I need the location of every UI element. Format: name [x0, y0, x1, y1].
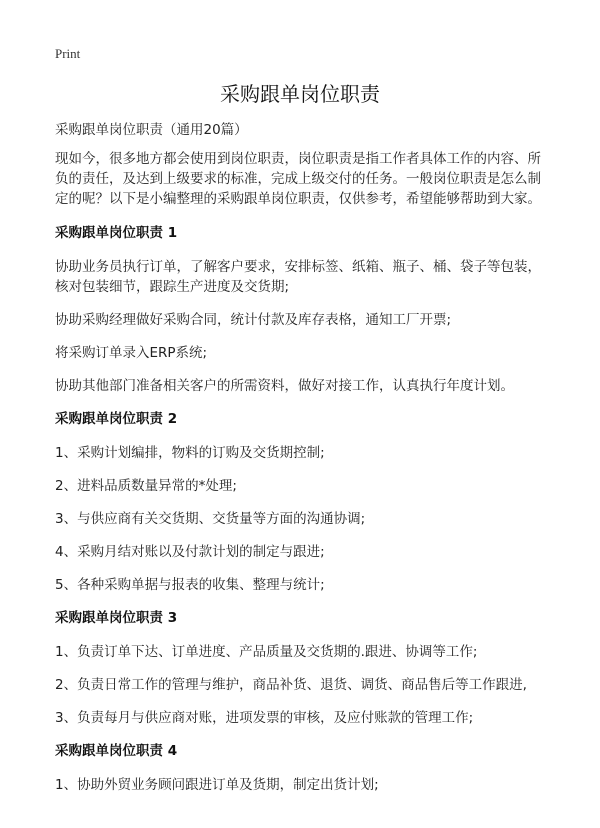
- list-item: 3、负责每月与供应商对账，进项发票的审核，及应付账款的管理工作;: [55, 710, 474, 726]
- document-title: 采购跟单岗位职责: [220, 82, 380, 106]
- section-heading: 采购跟单岗位职责 2: [55, 411, 178, 427]
- section-2: [55, 409, 550, 595]
- list-item: 协助其他部门准备相关客户的所需资料，做好对接工作，认真执行年度计划。: [55, 378, 514, 394]
- section-4: [55, 741, 550, 795]
- list-item: 将采购订单录入ERP系统;: [55, 345, 208, 361]
- section-3: [55, 608, 550, 728]
- list-item: 2、进料品质数量异常的*处理;: [55, 478, 237, 494]
- intro-paragraph: 现如今，很多地方都会使用到岗位职责，岗位职责是指工作者具体工作的内容、所负的责任，及达到上级要求的标准，完成上级交付的任务。一般岗位职责是怎么制定的呢？以下是小编整理的采购跟单岗位职责，仅供参考，希望能够帮助到大家。: [55, 151, 541, 207]
- list-item: 协助业务员执行订单，了解客户要求，安排标签、纸箱、瓶子、桶、袋子等包装，核对包装细节，跟踪生产进度及交货期;: [55, 259, 541, 295]
- section-heading: 采购跟单岗位职责 4: [55, 743, 178, 759]
- print-label: Print: [55, 46, 81, 61]
- document-subtitle: 采购跟单岗位职责（通用20篇）: [55, 122, 248, 138]
- document-body: [55, 120, 550, 808]
- list-item: 5、各种采购单据与报表的收集、整理与统计;: [55, 577, 325, 593]
- list-item: 3、与供应商有关交货期、交货量等方面的沟通协调;: [55, 511, 366, 527]
- list-item: 4、采购月结对账以及付款计划的制定与跟进;: [55, 544, 325, 560]
- section-1: [55, 223, 550, 396]
- list-item: 1、负责订单下达、订单进度、产品质量及交货期的.跟进、协调等工作;: [55, 644, 478, 660]
- list-item: 1、协助外贸业务顾问跟进订单及货期，制定出货计划;: [55, 777, 379, 793]
- section-heading: 采购跟单岗位职责 3: [55, 610, 178, 626]
- list-item: 协助采购经理做好采购合同，统计付款及库存表格，通知工厂开票;: [55, 312, 452, 328]
- section-heading: 采购跟单岗位职责 1: [55, 225, 178, 241]
- list-item: 2、负责日常工作的管理与维护，商品补货、退货、调货、商品售后等工作跟进,: [55, 677, 527, 693]
- list-item: 1、采购计划编排，物料的订购及交货期控制;: [55, 445, 325, 461]
